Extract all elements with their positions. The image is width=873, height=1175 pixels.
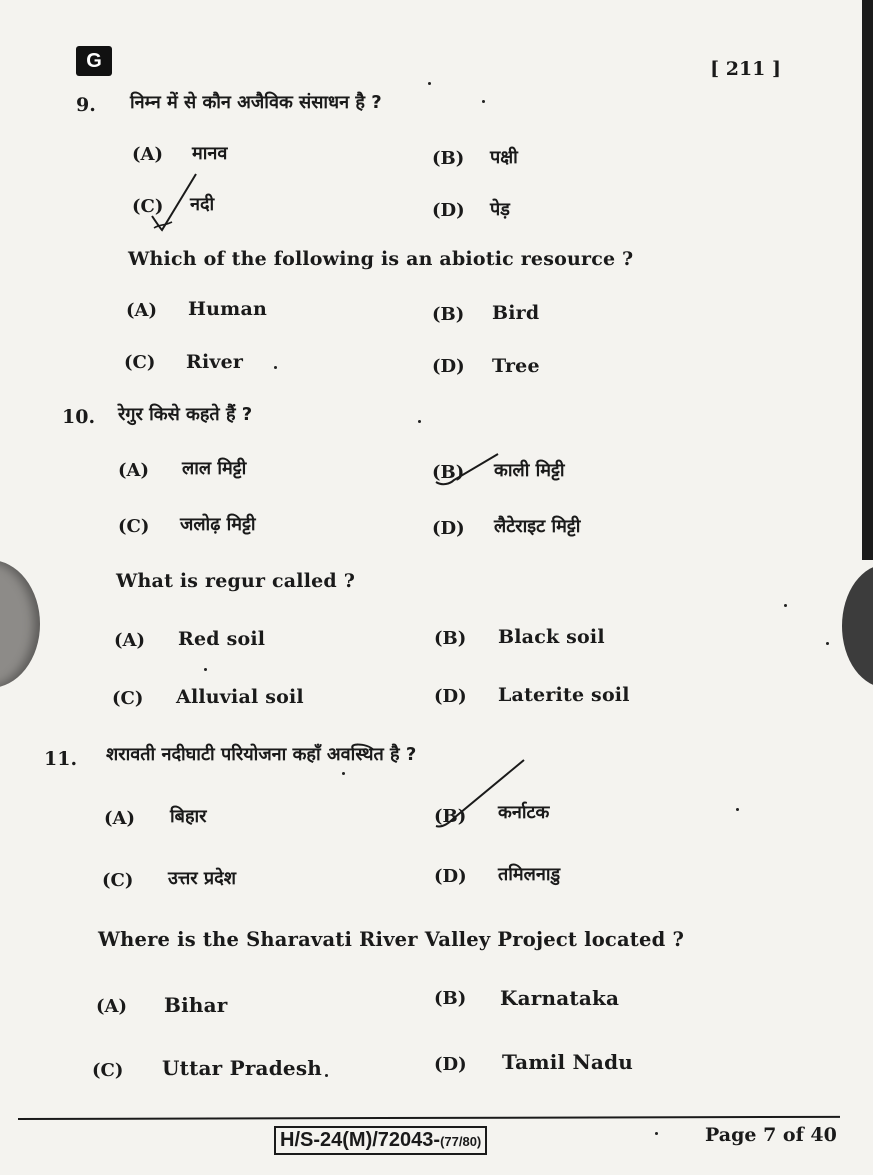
option-label: (C) [102, 870, 134, 891]
option-label: (B) [432, 304, 465, 325]
option-text: Laterite soil [498, 684, 630, 706]
option-text: Karnataka [500, 986, 620, 1010]
option-label: (D) [432, 518, 465, 539]
option-text: लैटेराइट मिट्टी [494, 516, 581, 537]
option-text: लाल मिट्टी [182, 458, 247, 479]
option-text: नदी [190, 194, 215, 215]
question-english: What is regur called ? [116, 570, 356, 592]
option-label: (B) [434, 988, 467, 1009]
option-text: Tamil Nadu [502, 1050, 634, 1074]
question-english: Which of the following is an abiotic resource ? [128, 248, 634, 270]
tick-mark-q9 [150, 172, 200, 234]
option-label: (B) [432, 148, 465, 169]
option-text: पेड़ [490, 199, 510, 220]
option-label: (D) [434, 1054, 467, 1075]
option-label: (A) [96, 996, 127, 1017]
question-hindi: रेगुर किसे कहते हैं ? [118, 404, 253, 425]
option-text: Bird [492, 302, 540, 324]
option-label: (A) [104, 808, 135, 829]
punch-hole-right [842, 564, 873, 688]
option-label: (B) [434, 806, 467, 827]
option-label: (D) [432, 356, 465, 377]
option-text: Tree [492, 355, 540, 377]
option-text: मानव [192, 143, 228, 164]
footer-rule [18, 1116, 840, 1120]
option-text: उत्तर प्रदेश [168, 868, 236, 889]
question-hindi: शरावती नदीघाटी परियोजना कहाँ अवस्थित है ? [106, 744, 417, 765]
paper-code [274, 1126, 487, 1155]
option-label: (B) [432, 462, 465, 483]
set-code-badge: G [76, 46, 112, 76]
option-label: (C) [118, 516, 150, 537]
option-text: जलोढ़ मिट्टी [180, 514, 256, 535]
option-text: काली मिट्टी [494, 460, 565, 481]
option-label: (D) [434, 866, 467, 887]
question-number: 10. [62, 406, 96, 428]
option-text: Human [188, 298, 267, 320]
option-text: Black soil [498, 626, 605, 648]
paper-code-main: H/S-24(M)/72043- [280, 1129, 441, 1151]
tick-mark-q11 [432, 758, 528, 830]
question-number: 11. [44, 748, 78, 770]
option-label: (C) [124, 352, 156, 373]
option-text: कर्नाटक [498, 802, 550, 823]
paper-code-suffix: (77/80) [440, 1134, 482, 1149]
tick-mark-q10 [432, 452, 502, 488]
option-label: (B) [434, 628, 467, 649]
option-text: River [186, 351, 244, 373]
option-label: (C) [132, 196, 164, 217]
option-text: पक्षी [490, 147, 518, 168]
option-text: Bihar [164, 993, 228, 1017]
page-code: [ 211 ] [710, 58, 781, 80]
option-label: (C) [112, 688, 144, 709]
page-number: Page 7 of 40 [705, 1124, 837, 1146]
page-edge-shadow [862, 0, 873, 560]
option-text: Uttar Pradesh [162, 1056, 323, 1080]
option-label: (A) [118, 460, 149, 481]
option-label: (D) [432, 200, 465, 221]
option-text: Alluvial soil [176, 686, 304, 708]
option-label: (A) [132, 144, 163, 165]
option-text: तमिलनाडु [498, 864, 561, 885]
question-number: 9. [76, 94, 96, 116]
option-label: (A) [114, 630, 145, 651]
option-text: बिहार [170, 806, 207, 827]
punch-hole-left [0, 560, 40, 688]
option-label: (A) [126, 300, 157, 321]
option-label: (C) [92, 1060, 124, 1081]
option-label: (D) [434, 686, 467, 707]
question-english: Where is the Sharavati River Valley Project located ? [98, 928, 685, 951]
question-hindi: निम्न में से कौन अजैविक संसाधन है ? [130, 92, 382, 113]
option-text: Red soil [178, 628, 266, 650]
